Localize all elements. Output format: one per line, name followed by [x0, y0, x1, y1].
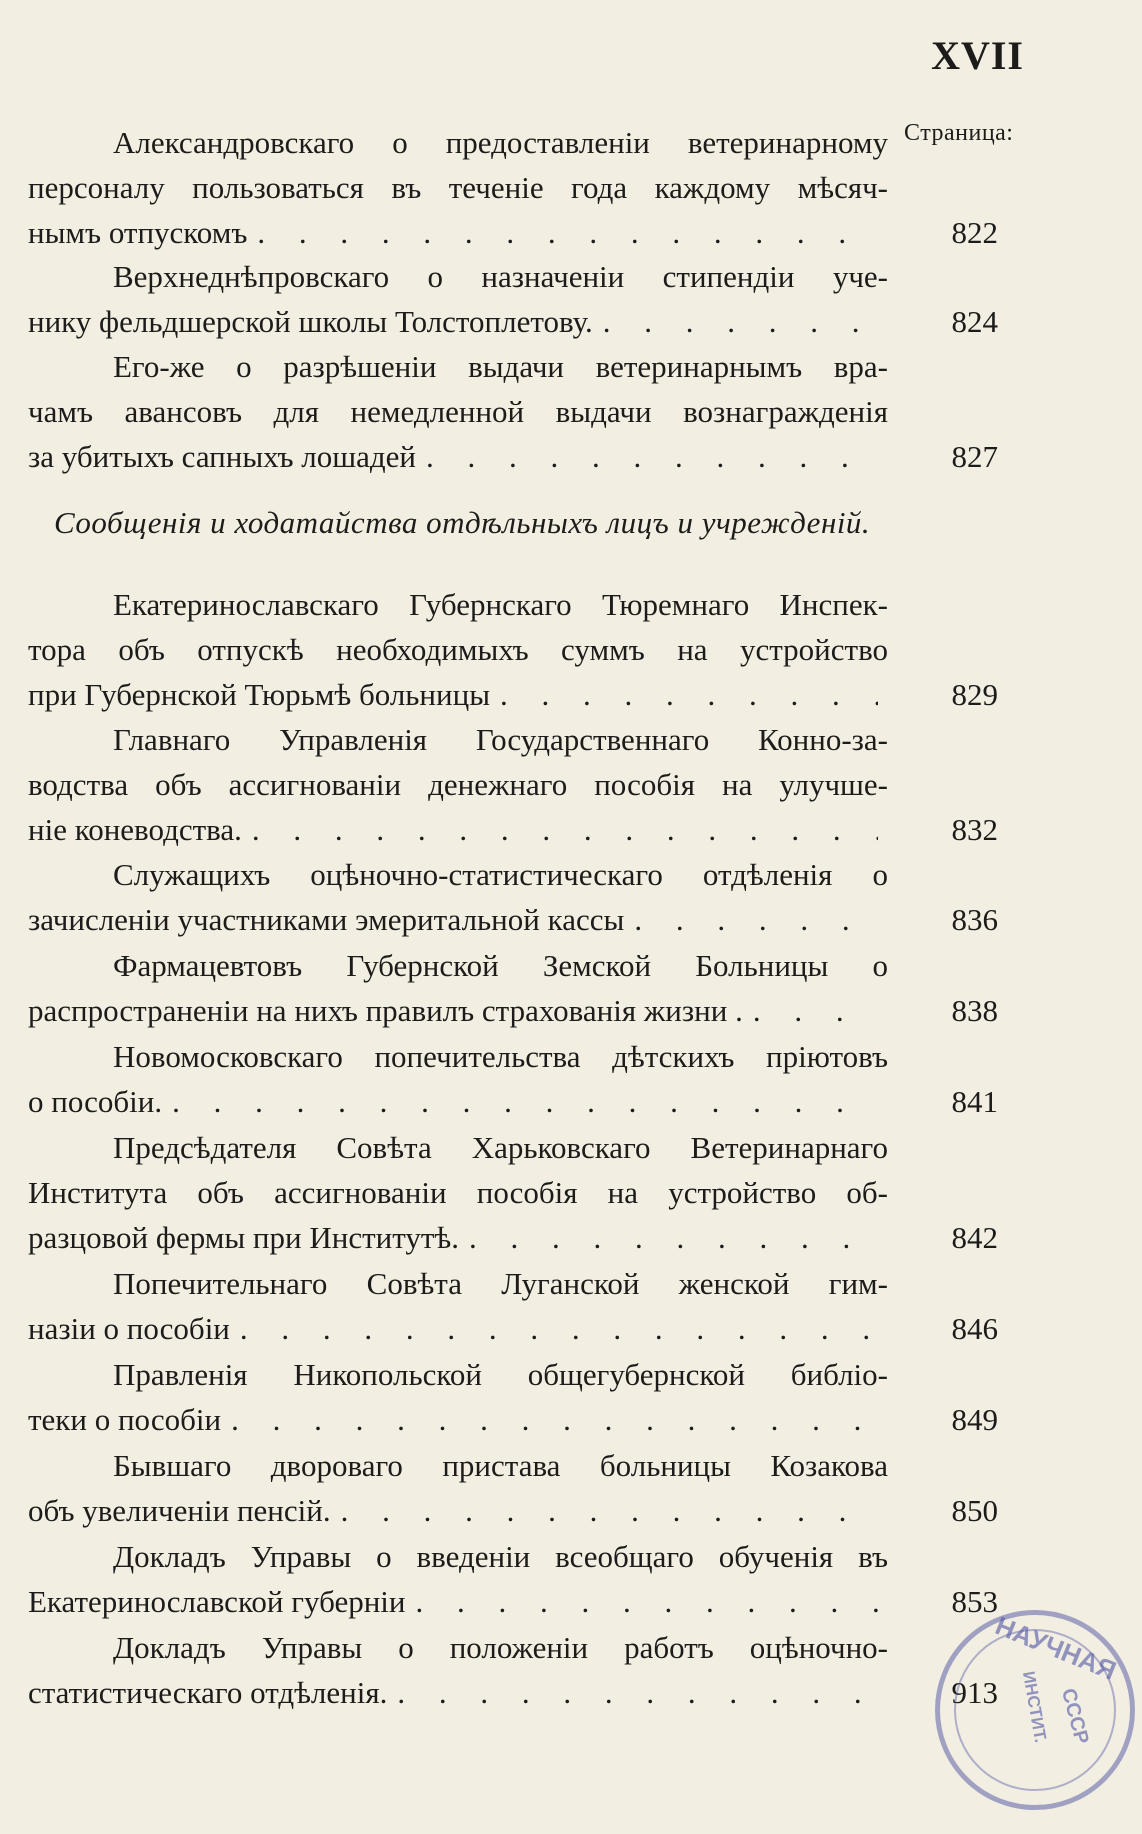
entry-line: Екатеринославской губерніи [28, 1584, 406, 1619]
toc-entry [28, 120, 896, 255]
entry-page: 838 [951, 993, 998, 1028]
entry-page: 846 [951, 1311, 998, 1346]
entry-line: Служащихъ оцѣночно-статистическаго отдѣленія о [113, 857, 888, 892]
entry-line: Института объ ассигнованіи пособія на устройство об- [28, 1175, 888, 1210]
entry-line: Предсѣдателя Совѣта Харьковскаго Ветеринарнаго [113, 1130, 888, 1165]
entry-line: водства объ ассигнованіи денежнаго пособія на улучше- [28, 767, 888, 802]
entry-page: 836 [951, 902, 998, 937]
entry-line: нику фельдшерской школы Толстоплетову. [28, 304, 593, 339]
section-heading: Сообщенія и ходатайства отдѣльныхъ лицъ и учрежденій. [54, 505, 871, 540]
toc-entry [28, 1352, 896, 1442]
dot-leader [469, 1215, 878, 1260]
entry-page: 842 [951, 1220, 998, 1255]
entry-line: тора объ отпускѣ необходимыхъ суммъ на устройство [28, 632, 888, 667]
entry-line: теки о пособіи [28, 1402, 222, 1437]
entry-line: Бывшаго двороваго пристава больницы Козакова [113, 1448, 888, 1483]
entry-page: 853 [951, 1584, 998, 1619]
dot-leader [397, 1670, 878, 1715]
dot-leader [416, 1579, 879, 1624]
entry-line: назіи о пособіи [28, 1311, 230, 1346]
toc-entry [28, 1625, 896, 1715]
toc-entry [28, 344, 896, 479]
dot-leader [231, 1397, 878, 1442]
entry-page: 829 [951, 677, 998, 712]
entry-page: 827 [951, 439, 998, 474]
library-stamp [935, 1610, 1135, 1810]
dot-leader [753, 988, 878, 1033]
entry-line: нымъ отпускомъ [28, 215, 248, 250]
entry-line: Докладъ Управы о введеніи всеобщаго обученія въ [113, 1539, 888, 1574]
dot-leader [252, 807, 878, 852]
stamp-right-text: СССР [1056, 1686, 1093, 1747]
dot-leader [603, 299, 878, 344]
entry-line: статистическаго отдѣленія. [28, 1675, 388, 1710]
entry-page: 824 [951, 304, 998, 339]
entry-line: Верхнеднѣпровскаго о назначеніи стипендіи уче- [113, 259, 888, 294]
dot-leader [257, 210, 878, 255]
dot-leader [426, 434, 878, 479]
entry-page: 841 [951, 1084, 998, 1119]
toc-entry [28, 943, 896, 1033]
dot-leader [172, 1079, 878, 1124]
entry-line: чамъ авансовъ для немедленной выдачи вознагражденія [28, 394, 888, 429]
stamp-top-text: НАУЧНАЯ [991, 1610, 1121, 1686]
page-column-label: Страница: [904, 120, 1014, 146]
entry-line: Новомосковскаго попечительства дѣтскихъ пріютовъ [113, 1039, 888, 1074]
entry-line: Докладъ Управы о положеніи работъ оцѣночно- [113, 1630, 888, 1665]
entry-line: персоналу пользоваться въ теченіе года каждому мѣсяч- [28, 170, 888, 205]
entry-page: 849 [951, 1402, 998, 1437]
entry-line: Екатеринославскаго Губернскаго Тюремнаго Инспек- [113, 587, 888, 622]
entry-line: зачисленіи участниками эмеритальной кассы [28, 902, 625, 937]
toc-entry [28, 1443, 896, 1533]
entry-line: при Губернской Тюрьмѣ больницы [28, 677, 491, 712]
entry-page: 913 [951, 1675, 998, 1710]
toc-entry [28, 1534, 896, 1624]
entry-line: Правленія Никопольской общегубернской библіо- [113, 1357, 888, 1392]
entry-page: 850 [951, 1493, 998, 1528]
entry-line: Фармацевтовъ Губернской Земской Больницы о [113, 948, 888, 983]
toc-entry [28, 852, 896, 942]
dot-leader [500, 672, 878, 717]
page-number: XVII [931, 33, 1024, 78]
entry-page: 822 [951, 215, 998, 250]
toc-entry [28, 582, 896, 717]
entry-line: распространеніи на нихъ правилъ страхованія жизни . [28, 993, 743, 1028]
entry-line: за убитыхъ сапныхъ лошадей [28, 439, 416, 474]
dot-leader [634, 897, 878, 942]
entry-line: Главнаго Управленія Государственнаго Конно-за- [113, 722, 888, 757]
toc-entry [28, 254, 896, 344]
entry-line: Александровскаго о предоставленіи ветеринарному [113, 125, 888, 160]
entry-line: Его-же о разрѣшеніи выдачи ветеринарнымъ вра- [113, 349, 888, 384]
stamp-middle-text: ИНСТИТ. [1018, 1669, 1051, 1745]
entry-line: ніе коневодства. [28, 812, 242, 847]
entry-line: Попечительнаго Совѣта Луганской женской гим- [113, 1266, 888, 1301]
toc-entry [28, 717, 896, 852]
dot-leader [341, 1488, 878, 1533]
entry-page: 832 [951, 812, 998, 847]
toc-entry [28, 1261, 896, 1351]
entry-line: о пособіи. [28, 1084, 163, 1119]
entry-line: объ увеличеніи пенсій. [28, 1493, 331, 1528]
toc-entry [28, 1125, 896, 1260]
entry-line: разцовой фермы при Институтѣ. [28, 1220, 460, 1255]
toc-entry [28, 1034, 896, 1124]
dot-leader [240, 1306, 878, 1351]
